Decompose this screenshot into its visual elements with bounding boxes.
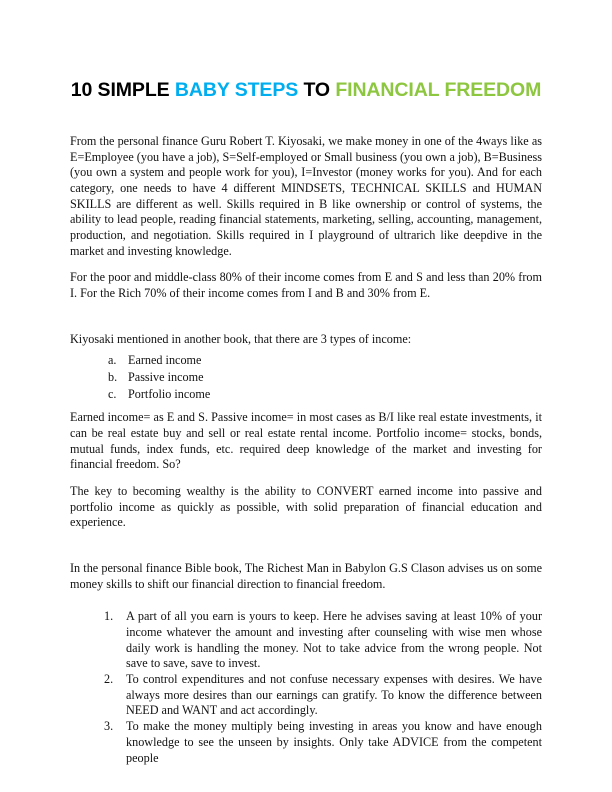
spacer	[70, 313, 542, 332]
list-item: Passive income	[128, 370, 204, 385]
paragraph-convert-income: The key to becoming wealthy is the ability to CONVERT earned income into passive and portfolio income as quickly as possible, with solid preparation of financial education and experience.	[70, 484, 542, 530]
money-skills-list	[70, 609, 542, 766]
paragraph-income-definitions: Earned income= as E and S. Passive income= in most cases as B/I like real estate investments, it can be real estate buy and sell or real estate rental income. Portfolio income= stocks, bonds, mutual funds, index funds, etc. required deep knowledge of the market and investing for financial freedom. So?	[70, 410, 542, 472]
list-item: Portfolio income	[128, 386, 211, 401]
page-title	[0, 79, 612, 102]
document-body	[70, 134, 542, 766]
income-types-list	[70, 353, 542, 402]
paragraph-cashflow-quadrant: From the personal finance Guru Robert T. Kiyosaki, we make money in one of the 4ways like as E=Employee (you have a job), S=Self-employed or Small business (you own a job), B=Business (you own a system and people work for you), I=Investor (money works for you). And for each category, one needs to have 4 different MINDSETS, TECHNICAL SKILLS and HUMAN SKILLS are different as well. Skills required in B like ownership or control of systems, the ability to lead people, reading financial statements, marketing, selling, accounting, management, production, and negotiation. Skills required in I playground of ultrarich like deepdive in the market and investing knowledge.	[70, 134, 542, 258]
list-item: A part of all you earn is yours to keep. Here he advises saving at least 10% of your income whatever the amount and investing after counseling with wise men whose daily work is handling the money. Not to take advice from the wrong people. Not save to save, save to invest.	[126, 609, 542, 671]
paragraph-three-income-types-intro: Kiyosaki mentioned in another book, that there are 3 types of income:	[70, 331, 412, 346]
paragraph-richest-man-babylon: In the personal finance Bible book, The Richest Man in Babylon G.S Clason advises us on some money skills to shift our financial direction to financial freedom.	[70, 561, 542, 591]
list-item: To control expenditures and not confuse necessary expenses with desires. We have always more desires than our earnings can gratify. To know the difference between NEED and WANT and act accordingly.	[126, 672, 542, 718]
title-segment-simple: 10 SIMPLE	[70, 79, 175, 102]
list-item: Earned income	[128, 353, 202, 368]
title-segment-financial-freedom: FINANCIAL FREEDOM	[335, 79, 542, 102]
paragraph-income-distribution: For the poor and middle-class 80% of their income comes from E and S and less than 20% from I. For the Rich 70% of their income comes from I and B and 30% from E.	[70, 270, 542, 301]
list-item: To make the money multiply being investing in areas you know and have enough knowledge to see the unseen by insights. Only take ADVICE from the competent people	[126, 719, 542, 765]
title-segment-to: TO	[298, 79, 336, 102]
spacer	[70, 542, 542, 561]
title-segment-baby-steps: BABY STEPS	[174, 79, 299, 102]
